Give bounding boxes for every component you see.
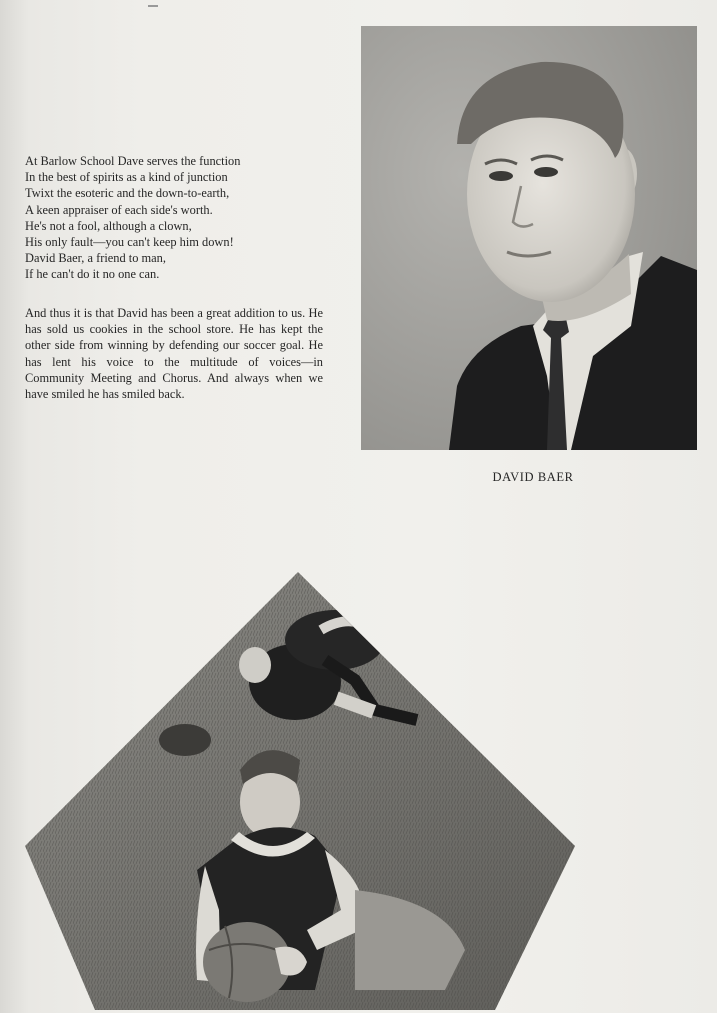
poem-line: He's not a fool, although a clown,	[25, 218, 192, 233]
print-mark	[148, 5, 158, 7]
prose-paragraph: And thus it is that David has been a great addition to us. He has sold us cookies in the school store. He has kept the other side from winning by defending our soccer goal. He has lent his voice to the multitude of voices—in Community Meeting and Chorus. And always when we have smiled he has smiled back.	[25, 306, 323, 402]
poem-line: If he can't do it no one can.	[25, 267, 160, 282]
soccer-goalie-illustration	[25, 570, 575, 1010]
portrait-illustration	[361, 26, 697, 450]
poem-line: At Barlow School Dave serves the function	[25, 154, 241, 168]
portrait-caption: DAVID BAER	[492, 470, 574, 484]
poem	[25, 153, 323, 283]
poem-line: David Baer, a friend to man,	[25, 251, 166, 266]
poem-line: Twixt the esoteric and the down-to-earth,	[25, 186, 230, 201]
poem-line: His only fault—you can't keep him down!	[25, 235, 234, 250]
poem-line: In the best of spirits as a kind of junction	[25, 170, 228, 185]
poem-line: A keen appraiser of each side's worth.	[25, 202, 213, 217]
portrait-photo	[361, 26, 697, 450]
action-photo	[25, 570, 575, 1010]
